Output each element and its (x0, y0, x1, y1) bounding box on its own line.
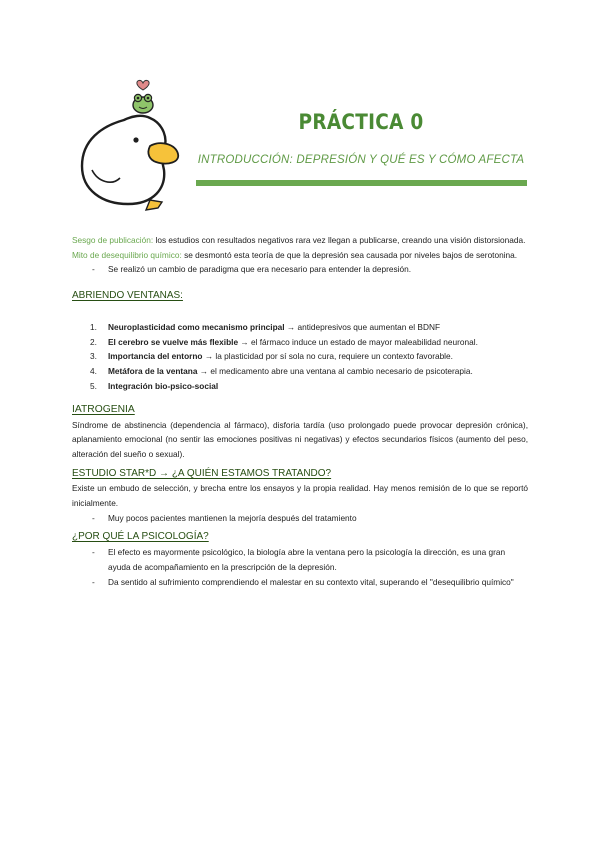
sesgo-paragraph (72, 233, 528, 248)
frog-icon (133, 94, 153, 113)
list-item: - Se realizó un cambio de paradigma que era necesario para entender la depresión. (72, 262, 528, 277)
section-heading-ventanas: ABRIENDO VENTANAS: (72, 290, 183, 302)
intro-list (72, 262, 528, 277)
sesgo-label: Sesgo de publicación: (72, 235, 154, 245)
list-item: 4. Metáfora de la ventana → el medicamento abre una ventana al cambio necesario de psicoterapia. (90, 366, 473, 377)
header-divider (196, 180, 527, 186)
heart-icon (137, 80, 149, 90)
section-heading-stard: ESTUDIO STAR*D → ¿A QUIÉN ESTAMOS TRATANDO? (72, 467, 332, 479)
section-heading-psicologia: ¿POR QUÉ LA PSICOLOGÍA? (72, 531, 209, 543)
list-item: 2. El cerebro se vuelve más flexible → el fármaco induce un estado de mayor maleabilidad neuronal. (90, 336, 478, 347)
section-heading-iatrogenia: IATROGENIA (72, 403, 135, 415)
list-item: 1. Neuroplasticidad como mecanismo principal → antidepresivos que aumentan el BDNF (90, 321, 441, 332)
list-item: 3. Importancia del entorno → la plasticidad por sí sola no cura, requiere un contexto favorable. (90, 351, 453, 362)
duck-eye-icon (133, 137, 138, 142)
page-title: PRÁCTICA 0 (298, 110, 424, 134)
sesgo-text: los estudios con resultados negativos rara vez llegan a publicarse, creando una visión distorsionada. (153, 235, 526, 245)
mito-paragraph (72, 248, 528, 263)
duck-foot (146, 200, 162, 210)
content-body (72, 233, 528, 589)
duck-beak (148, 143, 178, 163)
list-item: - Muy pocos pacientes mantienen la mejoría después del tratamiento (72, 511, 528, 526)
page-subtitle: INTRODUCCIÓN: DEPRESIÓN Y QUÉ ES Y CÓMO AFECTA (197, 154, 525, 166)
list-item: - El efecto es mayormente psicológico, la biología abre la ventana pero la psicología la dirección, es una gran ayuda de acompañamiento en la prescripción de la depresión. (72, 545, 528, 574)
stard-paragraph: Existe un embudo de selección, y brecha entre los ensayos y la propia realidad. Hay menos remisión de lo que se reportó inicialmente. (72, 483, 528, 509)
iatrogenia-paragraph: Síndrome de abstinencia (dependencia al fármaco), disforia tardía (uso prolongado puede provocar depresión crónica), aplanamiento emocional (no sentir las emociones positivas ni negativas) y efectos secundarios físicos (aumento del peso, alteración del sueño o sexual). (72, 419, 528, 459)
stard-list (72, 511, 528, 526)
list-item: 5. Integración bio-psico-social (90, 381, 219, 391)
mito-label: Mito de desequilibrio químico: (72, 249, 182, 260)
mito-text: se desmontó esta teoría de que la depresión sea causada por niveles bajos de serotonina. (181, 249, 518, 260)
psicologia-list (72, 545, 528, 589)
duck-illustration (72, 74, 188, 214)
ventanas-list (72, 320, 528, 394)
list-item: - Da sentido al sufrimiento comprendiendo el malestar en su contexto vital, superando el "desequilibrio químico" (72, 575, 528, 590)
